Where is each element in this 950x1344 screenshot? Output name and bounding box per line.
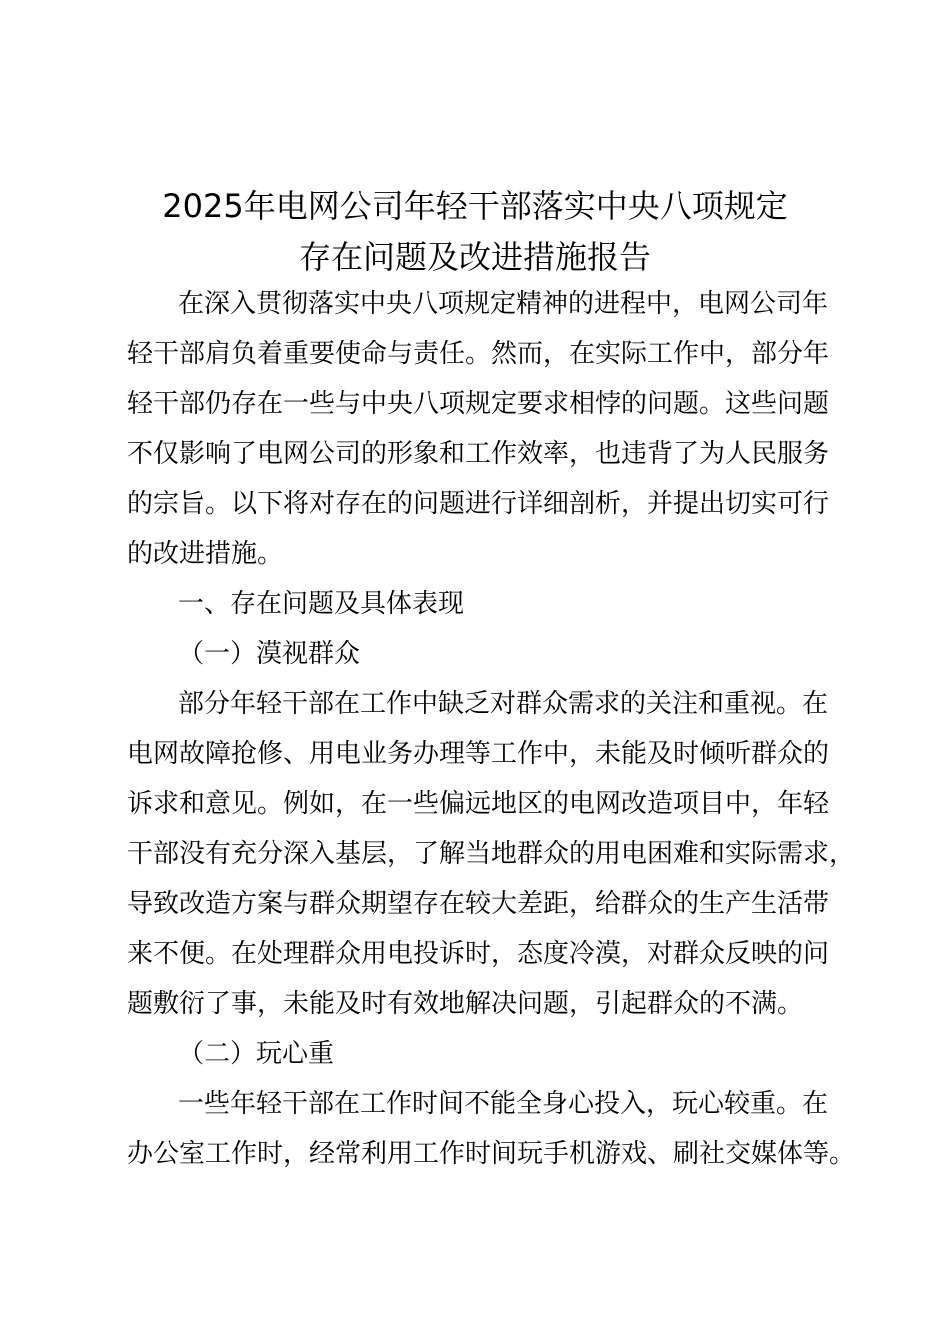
paragraph-line: 轻干部仍存在一些与中央八项规定要求相悖的问题。这些问题: [127, 389, 830, 419]
paragraph-line: 办公室工作时，经常利用工作时间玩手机游戏、刷社交媒体等。: [127, 1139, 856, 1169]
paragraph-line: 题敷衍了事，未能及时有效地解决问题，引起群众的不满。: [127, 989, 804, 1019]
paragraph-line: 在深入贯彻落实中央八项规定精神的进程中，电网公司年: [178, 289, 829, 319]
paragraph-line: 诉求和意见。例如，在一些偏远地区的电网改造项目中，年轻: [127, 789, 830, 819]
paragraph-line: 不仅影响了电网公司的形象和工作效率，也违背了为人民服务: [127, 439, 830, 469]
paragraph-line: 的改进措施。: [127, 539, 284, 569]
paragraph-line: 一些年轻干部在工作时间不能全身心投入，玩心较重。在: [178, 1089, 829, 1119]
paragraph-line: 部分年轻干部在工作中缺乏对群众需求的关注和重视。在: [178, 689, 829, 719]
paragraph-line: 电网故障抢修、用电业务办理等工作中，未能及时倾听群众的: [127, 739, 830, 769]
document-title-line-2: 存在问题及改进措施报告: [298, 238, 651, 276]
section-heading: 一、存在问题及具体表现: [178, 589, 465, 619]
paragraph-line: 轻干部肩负着重要使命与责任。然而，在实际工作中，部分年: [127, 339, 830, 369]
paragraph-line: 干部没有充分深入基层，了解当地群众的用电困难和实际需求，: [127, 839, 856, 869]
subsection-heading: （一）漠视群众: [178, 639, 361, 669]
paragraph-line: 来不便。在处理群众用电投诉时，态度冷漠，对群众反映的问: [127, 939, 830, 969]
document-title-line-1: 2025年电网公司年轻干部落实中央八项规定: [162, 187, 788, 225]
paragraph-line: 的宗旨。以下将对存在的问题进行详细剖析，并提出切实可行: [127, 489, 830, 519]
paragraph-line: 导致改造方案与群众期望存在较大差距，给群众的生产生活带: [127, 889, 830, 919]
subsection-heading: （二）玩心重: [178, 1039, 335, 1069]
